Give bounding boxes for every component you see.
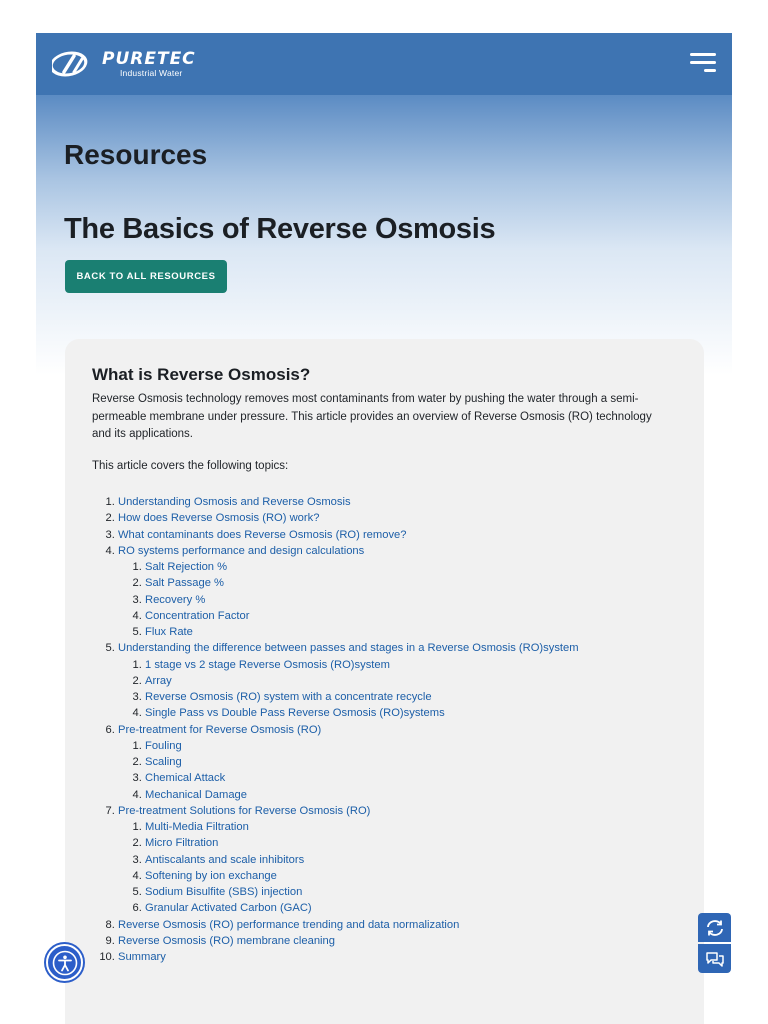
- brand-name: PURETEC: [102, 48, 196, 69]
- toc-sublink[interactable]: Concentration Factor: [145, 609, 250, 622]
- toc-sublink[interactable]: Mechanical Damage: [145, 788, 247, 801]
- toc-item: [118, 949, 688, 965]
- topics-intro: This article covers the following topics:: [92, 460, 289, 472]
- brand-subtitle: Industrial Water: [120, 67, 183, 78]
- toc-sublist: [118, 559, 688, 640]
- toc-link[interactable]: Understanding the difference between passes and stages in a Reverse Osmosis (RO)system: [118, 642, 579, 655]
- toc-item: [118, 527, 688, 543]
- toc-item: [118, 917, 688, 933]
- toc-item: [118, 494, 688, 510]
- article-card: [65, 339, 704, 1024]
- toc-item: [118, 543, 688, 641]
- toc-link[interactable]: Summary: [118, 951, 166, 963]
- toc-link[interactable]: Reverse Osmosis (RO) membrane cleaning: [118, 934, 335, 947]
- chat-icon: [705, 950, 725, 968]
- toc-subitem: [145, 705, 688, 721]
- toc-sublink[interactable]: Single Pass vs Double Pass Reverse Osmosis (RO)systems: [145, 707, 445, 720]
- hamburger-menu-button[interactable]: [686, 51, 716, 75]
- toc-sublink[interactable]: Flux Rate: [145, 626, 193, 638]
- toc-item: [118, 510, 688, 526]
- section-title: Resources: [64, 139, 208, 170]
- toc-subitem: [145, 657, 688, 673]
- toc-sublink[interactable]: Fouling: [145, 739, 182, 752]
- accessibility-icon: [52, 950, 78, 976]
- toc-link[interactable]: Pre-treatment for Reverse Osmosis (RO): [118, 723, 322, 736]
- toc-link[interactable]: Pre-treatment Solutions for Reverse Osmosis (RO): [118, 804, 371, 817]
- site-header: [36, 33, 732, 95]
- toc-sublink[interactable]: Granular Activated Carbon (GAC): [145, 902, 312, 915]
- refresh-icon: [705, 919, 725, 937]
- hamburger-menu-icon-bar: [690, 61, 716, 64]
- toc-item: [118, 640, 688, 721]
- toc-sublink[interactable]: Salt Passage %: [145, 577, 224, 590]
- table-of-contents: [118, 494, 688, 965]
- toc-link[interactable]: Understanding Osmosis and Reverse Osmosis: [118, 496, 351, 508]
- toc-sublink[interactable]: Softening by ion exchange: [145, 869, 277, 882]
- hamburger-menu-icon: [690, 53, 716, 56]
- toc-sublink[interactable]: Array: [145, 674, 172, 687]
- back-to-resources-button[interactable]: BACK TO ALL RESOURCES: [65, 260, 227, 293]
- hamburger-menu-icon-bar-short: [704, 69, 716, 72]
- toc-subitem: [145, 787, 688, 803]
- toc-sublink[interactable]: Micro Filtration: [145, 837, 219, 850]
- toc-sublink[interactable]: Sodium Bisulfite (SBS) injection: [145, 886, 303, 898]
- toc-subitem: [145, 689, 688, 705]
- toc-link[interactable]: How does Reverse Osmosis (RO) work?: [118, 512, 320, 525]
- toc-sublink[interactable]: Scaling: [145, 756, 182, 768]
- toc-subitem: [145, 608, 688, 624]
- toc-link[interactable]: RO systems performance and design calculations: [118, 544, 365, 557]
- toc-item: [118, 933, 688, 949]
- page-title: The Basics of Reverse Osmosis: [64, 213, 496, 245]
- toc-subitem: [145, 852, 688, 868]
- toc-sublink[interactable]: Antiscalants and scale inhibitors: [145, 853, 305, 866]
- toc-sublist: [118, 657, 688, 722]
- toc-subitem: [145, 738, 688, 754]
- logo-text: [102, 48, 196, 78]
- toc-subitem: [145, 835, 688, 851]
- toc-sublist: [118, 738, 688, 803]
- toc-subitem: [145, 900, 688, 916]
- accessibility-button[interactable]: [46, 944, 83, 981]
- puretec-logo-icon: [52, 51, 100, 77]
- toc-subitem: [145, 770, 688, 786]
- toc-sublink[interactable]: Salt Rejection %: [145, 561, 228, 573]
- article-heading: What is Reverse Osmosis?: [92, 365, 311, 384]
- refresh-button[interactable]: [698, 913, 731, 942]
- toc-link[interactable]: Reverse Osmosis (RO) performance trending and data normalization: [118, 918, 460, 931]
- chat-button[interactable]: [698, 944, 731, 973]
- toc-sublink[interactable]: Recovery %: [145, 593, 206, 606]
- toc-link[interactable]: What contaminants does Reverse Osmosis (RO) remove?: [118, 528, 407, 541]
- puretec-logo[interactable]: [52, 49, 196, 79]
- toc-subitem: [145, 673, 688, 689]
- toc-sublink[interactable]: Chemical Attack: [145, 772, 226, 785]
- toc-sublink[interactable]: Multi-Media Filtration: [145, 821, 249, 833]
- toc-item: [118, 803, 688, 917]
- toc-subitem: [145, 884, 688, 900]
- toc-sublink[interactable]: Reverse Osmosis (RO) system with a concentrate recycle: [145, 691, 432, 703]
- article-intro: Reverse Osmosis technology removes most contaminants from water by pushing the water through a semi-permeable membrane under pressure. This article provides an overview of Reverse Osmosis (RO) technology and its applications.: [92, 393, 652, 440]
- toc-subitem: [145, 559, 688, 575]
- toc-subitem: [145, 819, 688, 835]
- toc-subitem: [145, 754, 688, 770]
- toc-sublist: [118, 819, 688, 917]
- toc-subitem: [145, 868, 688, 884]
- toc-subitem: [145, 592, 688, 608]
- toc-subitem: [145, 575, 688, 591]
- toc-item: [118, 722, 688, 803]
- page: [36, 33, 732, 1024]
- toc-subitem: [145, 624, 688, 640]
- toc-sublink[interactable]: 1 stage vs 2 stage Reverse Osmosis (RO)system: [145, 658, 390, 671]
